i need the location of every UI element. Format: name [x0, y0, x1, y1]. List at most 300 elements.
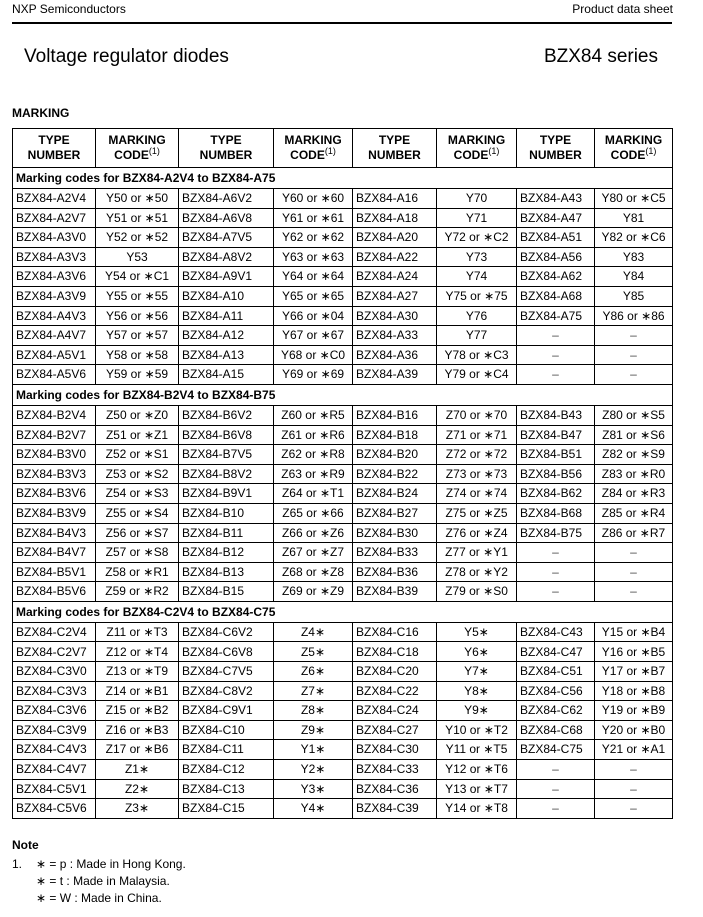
type-number-cell: BZX84-C8V2	[179, 681, 274, 701]
marking-code-cell: Z66 or ∗Z6	[274, 523, 353, 543]
type-number-cell: BZX84-B43	[517, 405, 595, 425]
table-row	[13, 445, 673, 465]
marking-code-cell: –	[595, 543, 673, 563]
type-number-cell: BZX84-A4V3	[13, 306, 96, 326]
column-header-line2: CODE	[610, 148, 646, 162]
header-rule	[12, 22, 672, 24]
type-number-cell: BZX84-A8V2	[179, 247, 274, 267]
marking-code-cell: Z83 or ∗R0	[595, 464, 673, 484]
type-number-cell: BZX84-B27	[353, 503, 437, 523]
type-number-cell: BZX84-A10	[179, 286, 274, 306]
table-header-row	[13, 129, 673, 168]
type-number-cell: BZX84-C56	[517, 681, 595, 701]
column-header-line1: TYPE	[38, 133, 70, 147]
type-number-cell: BZX84-B9V1	[179, 484, 274, 504]
type-number-cell: BZX84-B3V9	[13, 503, 96, 523]
type-number-cell: BZX84-A27	[353, 286, 437, 306]
type-number-cell: BZX84-A5V1	[13, 345, 96, 365]
table-row	[13, 562, 673, 582]
marking-code-cell: Z77 or ∗Y1	[437, 543, 517, 563]
marking-code-cell: Z6∗	[274, 662, 353, 682]
marking-code-cell: Z68 or ∗Z8	[274, 562, 353, 582]
type-number-cell: BZX84-C10	[179, 720, 274, 740]
table-row	[13, 247, 673, 267]
marking-code-cell: –	[595, 779, 673, 799]
marking-code-cell: Z13 or ∗T9	[96, 662, 179, 682]
marking-code-cell: Y10 or ∗T2	[437, 720, 517, 740]
marking-code-cell: Z2∗	[96, 779, 179, 799]
type-number-cell: BZX84-A13	[179, 345, 274, 365]
marking-code-cell: Z84 or ∗R3	[595, 484, 673, 504]
type-number-cell: BZX84-C4V7	[13, 760, 96, 780]
column-header	[517, 129, 595, 168]
type-number-cell: BZX84-C6V8	[179, 642, 274, 662]
table-row	[13, 464, 673, 484]
table-row	[13, 405, 673, 425]
type-number-cell: BZX84-A33	[353, 326, 437, 346]
type-number-cell: BZX84-A22	[353, 247, 437, 267]
marking-code-cell: Y15 or ∗B4	[595, 622, 673, 642]
type-number-cell: BZX84-C13	[179, 779, 274, 799]
type-number-cell: BZX84-A3V6	[13, 267, 96, 287]
type-number-cell: BZX84-C39	[353, 799, 437, 819]
type-number-cell: BZX84-A2V7	[13, 208, 96, 228]
type-number-cell: BZX84-C24	[353, 701, 437, 721]
marking-code-cell: Y66 or ∗04	[274, 306, 353, 326]
type-number-cell: BZX84-C2V7	[13, 642, 96, 662]
table-row	[13, 189, 673, 209]
table-row	[13, 701, 673, 721]
marking-code-cell: Y70	[437, 189, 517, 209]
column-header-line2: NUMBER	[529, 148, 582, 162]
column-header-line1: TYPE	[539, 133, 572, 147]
type-number-cell: BZX84-A18	[353, 208, 437, 228]
marking-code-cell: Y7∗	[437, 662, 517, 682]
type-number-cell: BZX84-C51	[517, 662, 595, 682]
marking-code-cell: Z7∗	[274, 681, 353, 701]
type-number-cell: –	[517, 760, 595, 780]
group-header-row	[13, 384, 673, 405]
marking-code-cell: Y56 or ∗56	[96, 306, 179, 326]
marking-code-cell: Y60 or ∗60	[274, 189, 353, 209]
type-number-cell: BZX84-B8V2	[179, 464, 274, 484]
type-number-cell: BZX84-A43	[517, 189, 595, 209]
marking-code-cell: Y81	[595, 208, 673, 228]
type-number-cell: BZX84-B22	[353, 464, 437, 484]
marking-code-cell: Y50 or ∗50	[96, 189, 179, 209]
table-row	[13, 345, 673, 365]
marking-code-cell: Y51 or ∗51	[96, 208, 179, 228]
column-header	[437, 129, 517, 168]
table-row	[13, 760, 673, 780]
type-number-cell: BZX84-A3V9	[13, 286, 96, 306]
marking-code-cell: Z55 or ∗S4	[96, 503, 179, 523]
marking-code-cell: Y77	[437, 326, 517, 346]
marking-code-cell: Y71	[437, 208, 517, 228]
column-header	[353, 129, 437, 168]
marking-code-cell: Z15 or ∗B2	[96, 701, 179, 721]
marking-code-cell: Y9∗	[437, 701, 517, 721]
column-header-line1: MARKING	[604, 133, 663, 147]
marking-code-cell: Y73	[437, 247, 517, 267]
type-number-cell: –	[517, 779, 595, 799]
marking-code-cell: Y52 or ∗52	[96, 228, 179, 248]
column-header-line1: MARKING	[108, 133, 166, 147]
marking-table	[12, 128, 673, 819]
type-number-cell: –	[517, 365, 595, 385]
column-header	[13, 129, 96, 168]
table-row	[13, 365, 673, 385]
table-row	[13, 799, 673, 819]
column-header-line2: NUMBER	[199, 148, 253, 162]
type-number-cell: BZX84-B11	[179, 523, 274, 543]
marking-code-cell: Z79 or ∗S0	[437, 582, 517, 602]
column-header-line1: MARKING	[284, 133, 342, 147]
type-number-cell: –	[517, 345, 595, 365]
marking-code-cell: Z5∗	[274, 642, 353, 662]
column-header-line2: CODE	[290, 148, 325, 162]
marking-code-cell: Y14 or ∗T8	[437, 799, 517, 819]
type-number-cell: BZX84-C47	[517, 642, 595, 662]
type-number-cell: –	[517, 562, 595, 582]
type-number-cell: BZX84-A62	[517, 267, 595, 287]
note-line: ∗ = W : Made in China.	[36, 891, 162, 905]
column-header	[96, 129, 179, 168]
note-heading: Note	[12, 838, 39, 852]
table-row	[13, 681, 673, 701]
marking-code-cell: Y67 or ∗67	[274, 326, 353, 346]
marking-code-cell: Y65 or ∗65	[274, 286, 353, 306]
note-line: ∗ = p : Made in Hong Kong.	[36, 857, 186, 871]
marking-code-cell: Y74	[437, 267, 517, 287]
type-number-cell: BZX84-B2V4	[13, 405, 96, 425]
type-number-cell: BZX84-A20	[353, 228, 437, 248]
type-number-cell: BZX84-C27	[353, 720, 437, 740]
marking-code-cell: Y69 or ∗69	[274, 365, 353, 385]
table-row	[13, 523, 673, 543]
marking-code-cell: Z86 or ∗R7	[595, 523, 673, 543]
marking-code-cell: Y18 or ∗B8	[595, 681, 673, 701]
marking-code-cell: Z69 or ∗Z9	[274, 582, 353, 602]
marking-code-cell: Z57 or ∗S8	[96, 543, 179, 563]
marking-code-cell: Z11 or ∗T3	[96, 622, 179, 642]
type-number-cell: BZX84-B3V3	[13, 464, 96, 484]
marking-code-cell: Y84	[595, 267, 673, 287]
column-header-line2: CODE	[453, 148, 489, 162]
type-number-cell: BZX84-A3V0	[13, 228, 96, 248]
group-header-row	[13, 168, 673, 189]
marking-code-cell: Y86 or ∗86	[595, 306, 673, 326]
marking-code-cell: Y17 or ∗B7	[595, 662, 673, 682]
marking-code-cell: Y76	[437, 306, 517, 326]
marking-code-cell: Y11 or ∗T5	[437, 740, 517, 760]
marking-code-cell: Z81 or ∗S6	[595, 425, 673, 445]
type-number-cell: BZX84-C18	[353, 642, 437, 662]
group-title: Marking codes for BZX84-B2V4 to BZX84-B75	[13, 384, 673, 405]
marking-code-cell: Y85	[595, 286, 673, 306]
type-number-cell: BZX84-B5V6	[13, 582, 96, 602]
type-number-cell: BZX84-B51	[517, 445, 595, 465]
type-number-cell: BZX84-C6V2	[179, 622, 274, 642]
marking-code-cell: Z1∗	[96, 760, 179, 780]
type-number-cell: BZX84-B30	[353, 523, 437, 543]
marking-code-cell: Y83	[595, 247, 673, 267]
type-number-cell: BZX84-B7V5	[179, 445, 274, 465]
marking-code-cell: Z73 or ∗73	[437, 464, 517, 484]
type-number-cell: BZX84-A6V8	[179, 208, 274, 228]
type-number-cell: BZX84-C3V9	[13, 720, 96, 740]
type-number-cell: BZX84-A68	[517, 286, 595, 306]
column-header-line1: TYPE	[210, 133, 242, 147]
marking-code-cell: Z76 or ∗Z4	[437, 523, 517, 543]
group-title: Marking codes for BZX84-C2V4 to BZX84-C75	[13, 601, 673, 622]
marking-code-cell: Y8∗	[437, 681, 517, 701]
marking-code-cell: Z63 or ∗R9	[274, 464, 353, 484]
type-number-cell: BZX84-C62	[517, 701, 595, 721]
type-number-cell: BZX84-B39	[353, 582, 437, 602]
table-row	[13, 740, 673, 760]
marking-code-cell: Y2∗	[274, 760, 353, 780]
marking-code-cell: Z75 or ∗Z5	[437, 503, 517, 523]
table-row	[13, 286, 673, 306]
marking-code-cell: Y54 or ∗C1	[96, 267, 179, 287]
marking-code-cell: Z16 or ∗B3	[96, 720, 179, 740]
type-number-cell: BZX84-A39	[353, 365, 437, 385]
header-company: NXP Semiconductors	[12, 2, 126, 16]
type-number-cell: BZX84-C11	[179, 740, 274, 760]
table-row	[13, 543, 673, 563]
table-row	[13, 503, 673, 523]
marking-code-cell: Y57 or ∗57	[96, 326, 179, 346]
table-row	[13, 720, 673, 740]
type-number-cell: BZX84-C43	[517, 622, 595, 642]
marking-code-cell: Y12 or ∗T6	[437, 760, 517, 780]
marking-code-cell: Y59 or ∗59	[96, 365, 179, 385]
type-number-cell: BZX84-C30	[353, 740, 437, 760]
marking-code-cell: Z60 or ∗R5	[274, 405, 353, 425]
marking-code-cell: Y61 or ∗61	[274, 208, 353, 228]
footnote-ref: (1)	[324, 146, 336, 156]
type-number-cell: BZX84-A12	[179, 326, 274, 346]
table-row	[13, 306, 673, 326]
type-number-cell: BZX84-B47	[517, 425, 595, 445]
marking-code-cell: Y55 or ∗55	[96, 286, 179, 306]
marking-code-cell: Z17 or ∗B6	[96, 740, 179, 760]
type-number-cell: BZX84-B4V3	[13, 523, 96, 543]
type-number-cell: –	[517, 582, 595, 602]
type-number-cell: BZX84-B18	[353, 425, 437, 445]
marking-code-cell: Y19 or ∗B9	[595, 701, 673, 721]
group-header-row	[13, 601, 673, 622]
marking-code-cell: Y79 or ∗C4	[437, 365, 517, 385]
marking-code-cell: Y58 or ∗58	[96, 345, 179, 365]
type-number-cell: BZX84-C3V0	[13, 662, 96, 682]
type-number-cell: BZX84-C22	[353, 681, 437, 701]
marking-code-cell: Z8∗	[274, 701, 353, 721]
column-header-line2: CODE	[114, 148, 149, 162]
marking-code-cell: Y64 or ∗64	[274, 267, 353, 287]
type-number-cell: BZX84-B68	[517, 503, 595, 523]
marking-code-cell: Z59 or ∗R2	[96, 582, 179, 602]
column-header	[595, 129, 673, 168]
type-number-cell: BZX84-A16	[353, 189, 437, 209]
marking-code-cell: Z53 or ∗S2	[96, 464, 179, 484]
type-number-cell: BZX84-B6V2	[179, 405, 274, 425]
type-number-cell: BZX84-B20	[353, 445, 437, 465]
marking-code-cell: Z58 or ∗R1	[96, 562, 179, 582]
marking-code-cell: Z70 or ∗70	[437, 405, 517, 425]
table-row	[13, 326, 673, 346]
marking-code-cell: Y72 or ∗C2	[437, 228, 517, 248]
column-header-line1: MARKING	[447, 133, 506, 147]
column-header-line2: NUMBER	[368, 148, 421, 162]
type-number-cell: BZX84-B4V7	[13, 543, 96, 563]
type-number-cell: BZX84-C75	[517, 740, 595, 760]
marking-code-cell: Z54 or ∗S3	[96, 484, 179, 504]
marking-code-cell: –	[595, 582, 673, 602]
note-line: ∗ = t : Made in Malaysia.	[36, 874, 170, 888]
marking-code-cell: Z12 or ∗T4	[96, 642, 179, 662]
section-heading: MARKING	[12, 106, 70, 120]
type-number-cell: BZX84-A3V3	[13, 247, 96, 267]
marking-code-cell: Y82 or ∗C6	[595, 228, 673, 248]
marking-code-cell: Z71 or ∗71	[437, 425, 517, 445]
marking-code-cell: Z78 or ∗Y2	[437, 562, 517, 582]
type-number-cell: BZX84-B16	[353, 405, 437, 425]
table-row	[13, 779, 673, 799]
type-number-cell: BZX84-B24	[353, 484, 437, 504]
group-title: Marking codes for BZX84-A2V4 to BZX84-A75	[13, 168, 673, 189]
type-number-cell: BZX84-C33	[353, 760, 437, 780]
marking-code-cell: Z62 or ∗R8	[274, 445, 353, 465]
type-number-cell: BZX84-C16	[353, 622, 437, 642]
marking-code-cell: –	[595, 345, 673, 365]
type-number-cell: BZX84-B2V7	[13, 425, 96, 445]
column-header-line1: TYPE	[378, 133, 411, 147]
type-number-cell: BZX84-B6V8	[179, 425, 274, 445]
marking-code-cell: Z51 or ∗Z1	[96, 425, 179, 445]
footnote-ref: (1)	[488, 146, 500, 156]
type-number-cell: BZX84-A24	[353, 267, 437, 287]
type-number-cell: BZX84-A15	[179, 365, 274, 385]
marking-code-cell: Y62 or ∗62	[274, 228, 353, 248]
document-title: Voltage regulator diodes	[24, 46, 229, 67]
marking-code-cell: Z67 or ∗Z7	[274, 543, 353, 563]
marking-code-cell: Z80 or ∗S5	[595, 405, 673, 425]
table-row	[13, 642, 673, 662]
column-header	[274, 129, 353, 168]
marking-code-cell: Z72 or ∗72	[437, 445, 517, 465]
table-row	[13, 267, 673, 287]
marking-code-cell: Y20 or ∗B0	[595, 720, 673, 740]
marking-code-cell: Z61 or ∗R6	[274, 425, 353, 445]
type-number-cell: BZX84-C36	[353, 779, 437, 799]
type-number-cell: BZX84-C20	[353, 662, 437, 682]
table-row	[13, 582, 673, 602]
type-number-cell: BZX84-C15	[179, 799, 274, 819]
marking-code-cell: Z52 or ∗S1	[96, 445, 179, 465]
marking-code-cell: Y80 or ∗C5	[595, 189, 673, 209]
marking-code-cell: Z14 or ∗B1	[96, 681, 179, 701]
marking-code-cell: Y21 or ∗A1	[595, 740, 673, 760]
type-number-cell: BZX84-B13	[179, 562, 274, 582]
type-number-cell: BZX84-C3V6	[13, 701, 96, 721]
table-row	[13, 228, 673, 248]
type-number-cell: BZX84-B5V1	[13, 562, 96, 582]
table-row	[13, 662, 673, 682]
type-number-cell: BZX84-C12	[179, 760, 274, 780]
type-number-cell: BZX84-B56	[517, 464, 595, 484]
type-number-cell: BZX84-C2V4	[13, 622, 96, 642]
type-number-cell: BZX84-A6V2	[179, 189, 274, 209]
type-number-cell: BZX84-A36	[353, 345, 437, 365]
marking-code-cell: –	[595, 760, 673, 780]
type-number-cell: BZX84-A4V7	[13, 326, 96, 346]
type-number-cell: BZX84-C68	[517, 720, 595, 740]
type-number-cell: BZX84-C3V3	[13, 681, 96, 701]
type-number-cell: BZX84-A47	[517, 208, 595, 228]
product-series: BZX84 series	[543, 46, 658, 67]
marking-code-cell: Z85 or ∗R4	[595, 503, 673, 523]
type-number-cell: BZX84-C9V1	[179, 701, 274, 721]
type-number-cell: BZX84-B62	[517, 484, 595, 504]
marking-code-cell: Z82 or ∗S9	[595, 445, 673, 465]
marking-code-cell: Y13 or ∗T7	[437, 779, 517, 799]
marking-code-cell: –	[595, 799, 673, 819]
table-row	[13, 622, 673, 642]
marking-code-cell: Y6∗	[437, 642, 517, 662]
type-number-cell: BZX84-B33	[353, 543, 437, 563]
marking-code-cell: Y53	[96, 247, 179, 267]
table-row	[13, 208, 673, 228]
marking-code-cell: Z9∗	[274, 720, 353, 740]
type-number-cell: BZX84-A5V6	[13, 365, 96, 385]
type-number-cell: BZX84-C5V1	[13, 779, 96, 799]
type-number-cell: BZX84-A7V5	[179, 228, 274, 248]
marking-code-cell: Y4∗	[274, 799, 353, 819]
marking-code-cell: Y1∗	[274, 740, 353, 760]
type-number-cell: BZX84-A51	[517, 228, 595, 248]
type-number-cell: BZX84-A56	[517, 247, 595, 267]
marking-code-cell: Z56 or ∗S7	[96, 523, 179, 543]
marking-code-cell: Z4∗	[274, 622, 353, 642]
marking-code-cell: –	[595, 326, 673, 346]
footnote-ref: (1)	[645, 146, 657, 156]
type-number-cell: BZX84-C4V3	[13, 740, 96, 760]
type-number-cell: BZX84-B75	[517, 523, 595, 543]
marking-code-cell: –	[595, 365, 673, 385]
type-number-cell: –	[517, 799, 595, 819]
footnote-ref: (1)	[148, 146, 160, 156]
marking-code-cell: Y3∗	[274, 779, 353, 799]
type-number-cell: BZX84-B15	[179, 582, 274, 602]
table-body	[13, 168, 673, 819]
note-number: 1.	[12, 857, 23, 871]
type-number-cell: –	[517, 543, 595, 563]
type-number-cell: BZX84-A2V4	[13, 189, 96, 209]
marking-code-cell: –	[595, 562, 673, 582]
column-header-line2: NUMBER	[27, 148, 81, 162]
type-number-cell: BZX84-A75	[517, 306, 595, 326]
type-number-cell: BZX84-B3V6	[13, 484, 96, 504]
marking-code-cell: Y5∗	[437, 622, 517, 642]
type-number-cell: BZX84-B3V0	[13, 445, 96, 465]
type-number-cell: BZX84-B12	[179, 543, 274, 563]
table-row	[13, 425, 673, 445]
marking-code-cell: Y75 or ∗75	[437, 286, 517, 306]
header-doc-type: Product data sheet	[572, 2, 673, 16]
marking-code-cell: Z3∗	[96, 799, 179, 819]
